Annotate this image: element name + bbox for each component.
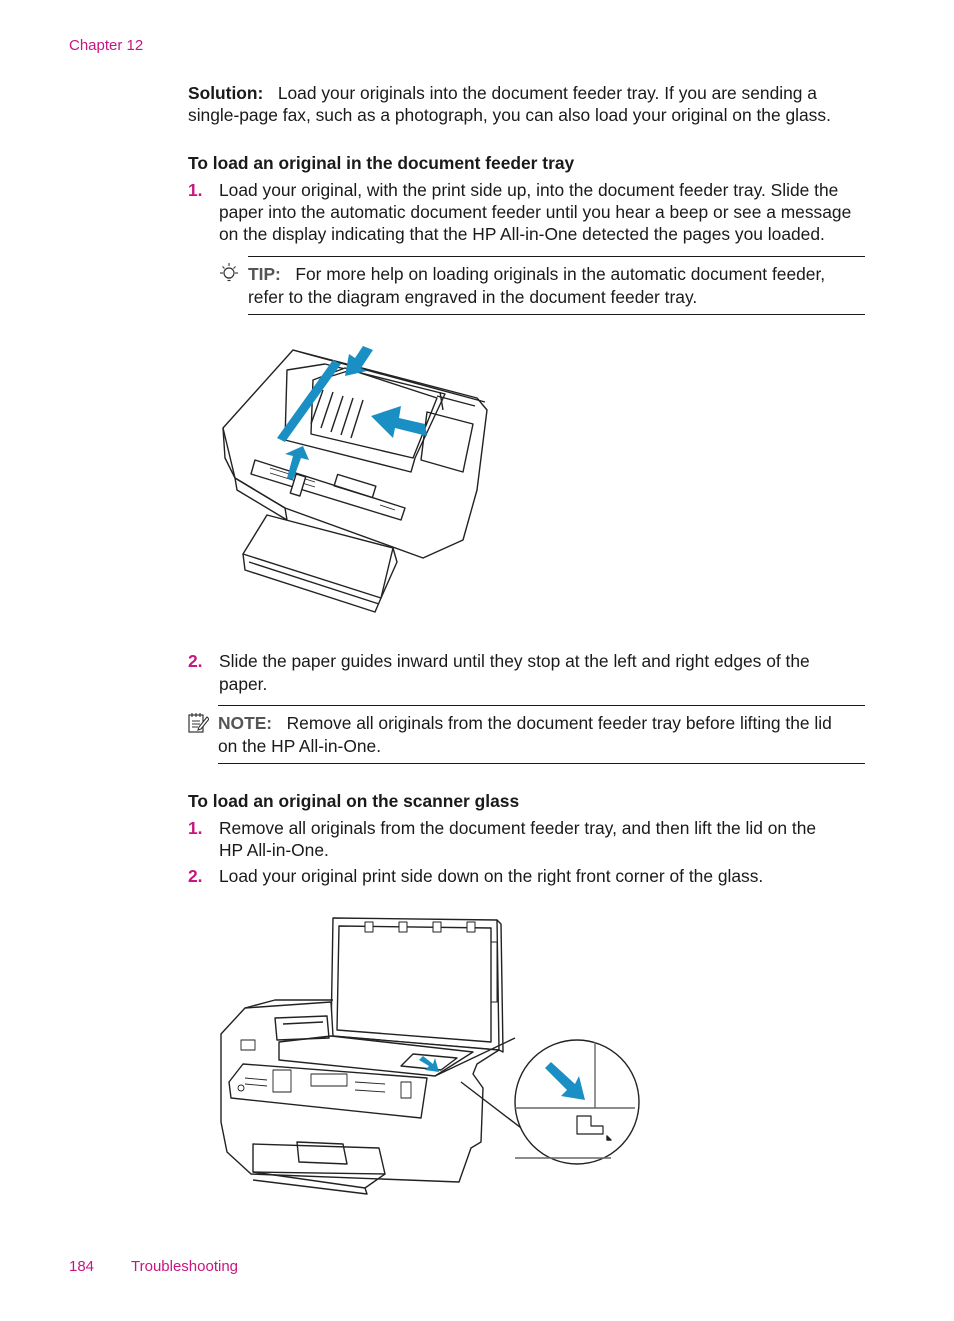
page-number: 184	[69, 1258, 95, 1275]
note-label: NOTE:	[218, 713, 273, 733]
note-line-1	[218, 712, 832, 734]
footer-section-title: Troubleshooting	[131, 1258, 239, 1275]
tip-top-rule	[248, 256, 865, 257]
glass-step1-line2: HP All-in-One.	[219, 840, 329, 860]
note-line-2: on the HP All-in-One.	[218, 736, 382, 756]
feeder-heading: To load an original in the document feeder tray	[188, 153, 575, 173]
solution-line-2: single-page fax, such as a photograph, you can also load your original on the glass.	[188, 105, 831, 125]
tip-bottom-rule	[248, 314, 865, 315]
chapter-header: Chapter 12	[69, 37, 144, 54]
feeder-step2-line2: paper.	[219, 674, 268, 694]
note-pad-icon	[187, 711, 209, 735]
lightbulb-icon	[218, 262, 240, 286]
note-bottom-rule	[218, 763, 865, 764]
feeder-step1-line1: Load your original, with the print side up, into the document feeder tray. Slide the	[219, 180, 839, 200]
glass-step2-number: 2.	[188, 866, 203, 886]
solution-line-1	[188, 82, 817, 104]
scanner-glass-illustration	[215, 912, 645, 1197]
solution-text-1: Load your originals into the document feeder tray. If you are sending a	[277, 83, 817, 103]
feeder-step2-line1: Slide the paper guides inward until they stop at the left and right edges of the	[219, 651, 810, 671]
feeder-step1-line3: on the display indicating that the HP All-in-One detected the pages you loaded.	[219, 224, 825, 244]
feeder-step1-line2: paper into the automatic document feeder until you hear a beep or see a message	[219, 202, 852, 222]
tip-line-1	[248, 263, 825, 285]
note-top-rule	[218, 705, 865, 706]
feeder-step2-number: 2.	[188, 651, 203, 671]
tip-line-2: refer to the diagram engraved in the document feeder tray.	[248, 287, 698, 307]
tip-label: TIP:	[248, 264, 281, 284]
feeder-step1-number: 1.	[188, 180, 203, 200]
glass-heading: To load an original on the scanner glass	[188, 791, 520, 811]
glass-step1-number: 1.	[188, 818, 203, 838]
glass-step2-line1: Load your original print side down on the right front corner of the glass.	[219, 866, 764, 886]
tip-text-1: For more help on loading originals in the automatic document feeder,	[295, 264, 826, 284]
document-feeder-illustration	[215, 340, 495, 620]
solution-label: Solution:	[188, 83, 264, 103]
glass-step1-line1: Remove all originals from the document feeder tray, and then lift the lid on the	[219, 818, 817, 838]
note-text-1: Remove all originals from the document feeder tray before lifting the lid	[286, 713, 832, 733]
